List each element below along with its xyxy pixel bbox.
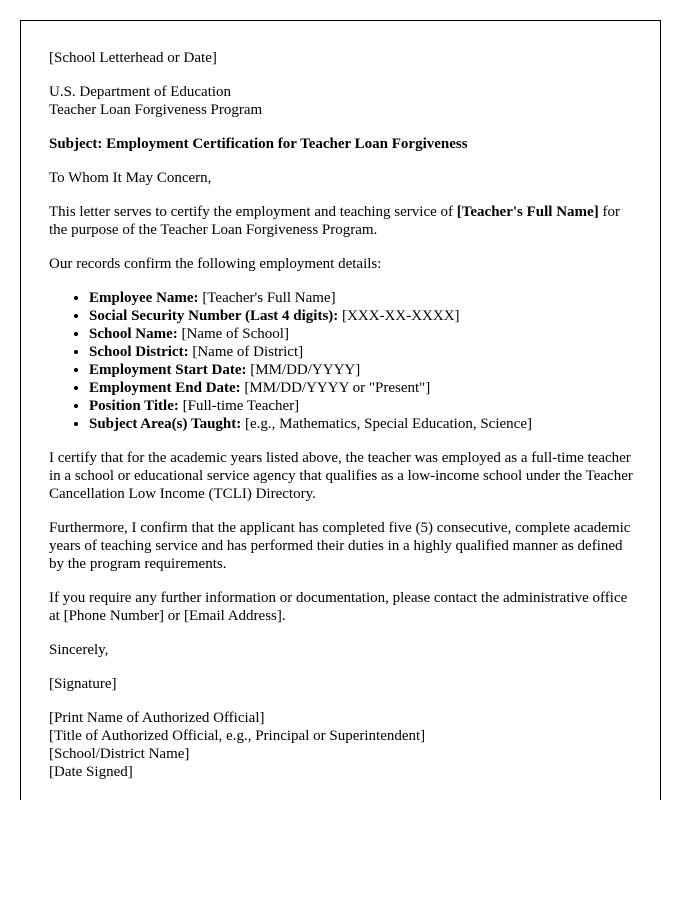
detail-value: [MM/DD/YYYY or "Present"] [240, 380, 431, 396]
signatory-title: [Title of Authorized Official, e.g., Principal or Superintendent] [49, 728, 426, 744]
intro-text-after: for the purpose of the Teacher Loan Forgiveness Program. [49, 204, 620, 238]
signatory-org: [School/District Name] [49, 746, 190, 762]
signature-placeholder: [Signature] [49, 676, 117, 692]
detail-end-date [89, 379, 660, 397]
detail-subject-areas [89, 415, 660, 433]
detail-label: School Name: [89, 326, 178, 342]
detail-school-district [89, 343, 660, 361]
intro-paragraph [49, 203, 639, 239]
salutation: To Whom It May Concern, [49, 170, 212, 186]
subject-line: Subject: Employment Certification for Teacher Loan Forgiveness [49, 136, 468, 152]
signatory-name: [Print Name of Authorized Official] [49, 710, 265, 726]
recipient-line-2: Teacher Loan Forgiveness Program [49, 102, 263, 118]
employment-details-list [49, 289, 660, 433]
detail-value: [Name of School] [177, 326, 289, 342]
letter-page [20, 20, 661, 800]
detail-start-date [89, 361, 660, 379]
detail-ssn [89, 307, 660, 325]
detail-value: [Name of District] [188, 344, 304, 360]
detail-value: [XXX-XX-XXXX] [338, 308, 460, 324]
detail-school-name [89, 325, 660, 343]
detail-value: [MM/DD/YYYY] [246, 362, 361, 378]
signatory-date: [Date Signed] [49, 764, 133, 780]
detail-label: Employment Start Date: [89, 362, 247, 378]
closing: Sincerely, [49, 642, 109, 658]
records-intro: Our records confirm the following employment details: [49, 256, 382, 272]
letterhead: [School Letterhead or Date] [49, 50, 217, 66]
certify-paragraph: I certify that for the academic years listed above, the teacher was employed as a full-time teacher in a school or educational service agency that qualifies as a low-income school under the Teacher Cancellation Low Income (TCLI) Directory. [49, 450, 633, 502]
signatory-block [49, 709, 639, 781]
detail-value: [Full-time Teacher] [178, 398, 300, 414]
detail-label: Social Security Number (Last 4 digits): [89, 308, 339, 324]
detail-value: [e.g., Mathematics, Special Education, Science] [241, 416, 532, 432]
recipient-line-1: U.S. Department of Education [49, 84, 232, 100]
detail-label: Subject Area(s) Taught: [89, 416, 242, 432]
teacher-name-placeholder: [Teacher's Full Name] [456, 204, 599, 220]
detail-label: Employee Name: [89, 290, 199, 306]
furthermore-paragraph: Furthermore, I confirm that the applicant has completed five (5) consecutive, complete academic years of teaching service and has performed their duties in a highly qualified manner as defined by the program requirements. [49, 520, 631, 572]
detail-label: School District: [89, 344, 189, 360]
intro-text-before: This letter serves to certify the employment and teaching service of [49, 204, 457, 220]
detail-value: [Teacher's Full Name] [198, 290, 336, 306]
detail-employee-name [89, 289, 660, 307]
detail-position-title [89, 397, 660, 415]
detail-label: Employment End Date: [89, 380, 241, 396]
contact-paragraph: If you require any further information or documentation, please contact the administrative office at [Phone Number] or [Email Address]. [49, 590, 628, 624]
detail-label: Position Title: [89, 398, 179, 414]
recipient-block [49, 83, 639, 119]
